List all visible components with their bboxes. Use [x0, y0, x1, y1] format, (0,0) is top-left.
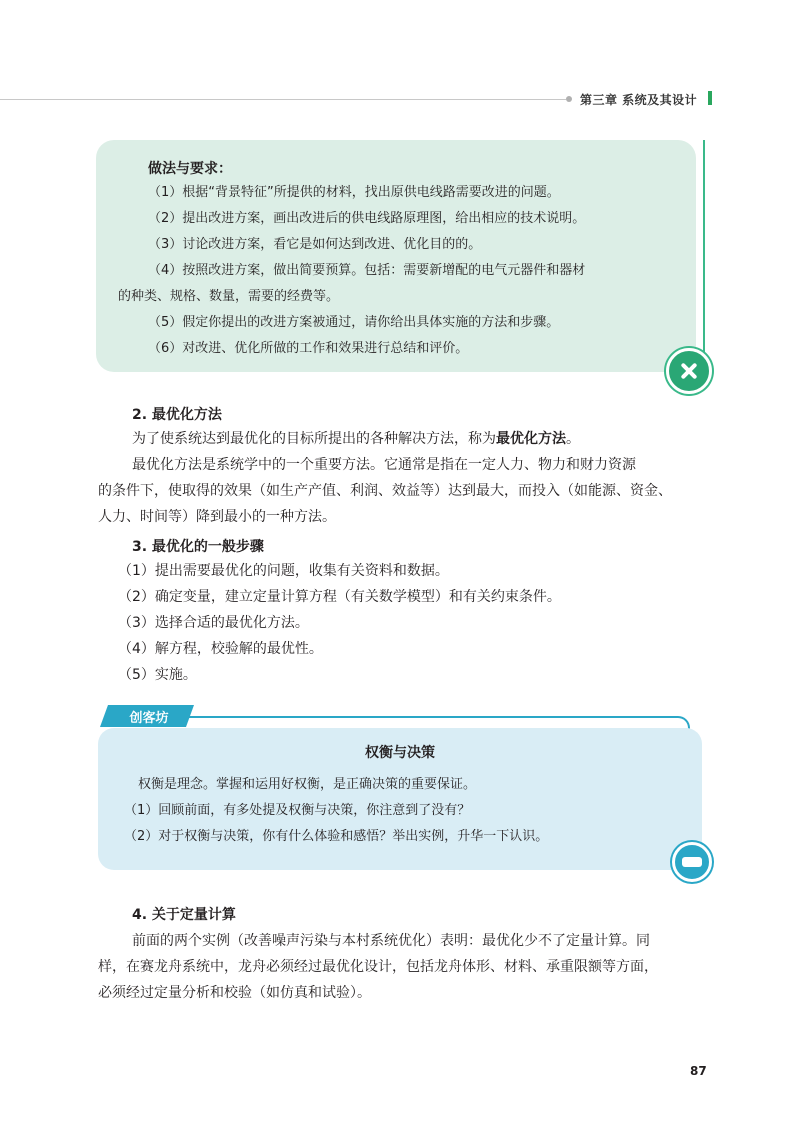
requirement-item: （2）提出改进方案，画出改进后的供电线路原理图，给出相应的技术说明。: [148, 211, 586, 226]
definition-end: 。: [566, 431, 580, 447]
maker-title: 权衡与决策: [365, 745, 435, 761]
requirement-item: （5）假定你提出的改进方案被通过，请你给出具体实施的方法和步骤。: [148, 315, 560, 330]
maker-box: [98, 728, 702, 870]
definition-text: 为了使系统达到最优化的目标所提出的各种解决方法，称为: [132, 431, 496, 447]
header-rule: [0, 99, 566, 100]
requirement-item: （6）对改进、优化所做的工作和效果进行总结和评价。: [148, 341, 469, 356]
step-item: （5）实施。: [118, 667, 197, 683]
maker-line: 权衡是理念。掌握和运用好权衡，是正确决策的重要保证。: [138, 777, 477, 792]
page-number: 87: [690, 1064, 707, 1078]
header-dot: [566, 96, 572, 102]
requirements-box-border: [703, 140, 705, 362]
section-heading-optimization-method: 2. 最优化方法: [132, 407, 222, 423]
requirement-item: （4）按照改进方案，做出简要预算。包括：需要新增配的电气元器件和器材: [148, 263, 586, 278]
section-heading-quantitative: 4. 关于定量计算: [132, 907, 236, 923]
chapter-marker: [708, 91, 712, 105]
paragraph-line: 样，在赛龙舟系统中，龙舟必须经过最优化设计，包括龙舟体形、材料、承重限额等方面，: [98, 959, 658, 975]
chapter-title: 第三章 系统及其设计: [580, 93, 698, 107]
requirement-item: （1）根据“背景特征”所提供的材料，找出原供电线路需要改进的问题。: [148, 185, 560, 200]
requirements-title: 做法与要求：: [148, 161, 232, 177]
section-heading-steps: 3. 最优化的一般步骤: [132, 539, 264, 555]
requirement-item-continued: 的种类、规格、数量，需要的经费等。: [118, 289, 340, 304]
step-item: （2）确定变量，建立定量计算方程（有关数学模型）和有关约束条件。: [118, 589, 561, 605]
maker-tab-label: 创客坊: [129, 711, 169, 726]
paragraph-line: 必须经过定量分析和校验（如仿真和试验）。: [98, 985, 371, 1001]
requirements-box: [96, 140, 696, 372]
step-item: （3）选择合适的最优化方法。: [118, 615, 309, 631]
maker-line: （1）回顾前面，有多处提及权衡与决策，你注意到了没有？: [124, 803, 471, 818]
maker-line: （2）对于权衡与决策，你有什么体验和感悟？举出实例，升华一下认识。: [124, 829, 549, 844]
paragraph-definition: [98, 426, 704, 452]
tools-icon: [666, 348, 712, 394]
step-item: （4）解方程，校验解的最优性。: [118, 641, 323, 657]
paragraph-line: 人力、时间等）降到最小的一种方法。: [98, 509, 336, 525]
paragraph-line: 最优化方法是系统学中的一个重要方法。它通常是指在一定人力、物力和财力资源: [132, 457, 636, 473]
requirement-item: （3）讨论改进方案，看它是如何达到改进、优化目的的。: [148, 237, 482, 252]
paragraph-line: 的条件下，使取得的效果（如生产产值、利润、效益等）达到最大，而投入（如能源、资金、: [98, 483, 672, 499]
discussion-icon: [672, 842, 712, 882]
step-item: （1）提出需要最优化的问题，收集有关资料和数据。: [118, 563, 449, 579]
term-optimization-method: 最优化方法: [496, 431, 566, 447]
paragraph-line: 前面的两个实例（改善噪声污染与本村系统优化）表明：最优化少不了定量计算。同: [132, 933, 650, 949]
